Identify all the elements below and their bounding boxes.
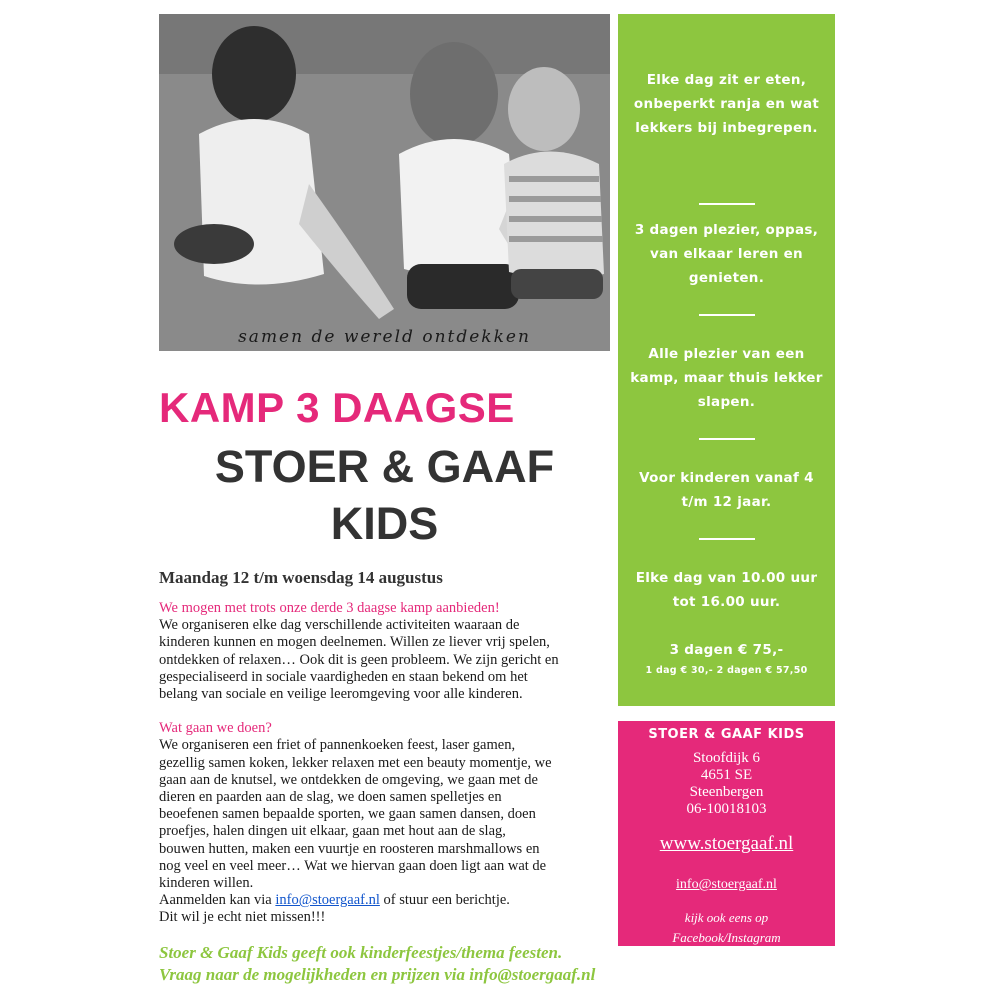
activities-heading: Wat gaan we doen?	[159, 720, 272, 737]
kids-illustration	[159, 14, 610, 351]
contact-city: Steenbergen	[689, 784, 764, 800]
social-line1: kijk ook eens op	[684, 910, 769, 925]
footer	[159, 942, 839, 986]
photo-caption: samen de wereld ontdekken	[238, 327, 531, 347]
body-text	[159, 600, 614, 927]
info-camp: Alle plezier van een kamp, maar thuis lekker slapen.	[630, 346, 823, 410]
info-age: Voor kinderen vanaf 4 t/m 12 jaar.	[639, 470, 814, 510]
signup-suffix: of stuur een berichtje.	[379, 892, 510, 909]
footer-line2: Vraag naar de mogelijkheden en prijzen via info@stoergaaf.nl	[159, 965, 596, 984]
contact-postcode: 4651 SE	[700, 767, 753, 783]
intro-line: We organiseren elke dag verschillende activiteiten waaraan de	[159, 617, 520, 634]
activities-line: gezellig samen koken, lekker relaxen met een beauty momentje, we	[159, 754, 552, 771]
info-price: 3 dagen € 75,-	[669, 642, 784, 658]
social-line2: Facebook/Instagram	[672, 930, 781, 945]
activities-line: gaan aan de knutsel, we ontdekken de omgeving, we gaan met de	[159, 771, 538, 788]
kids-photo	[159, 14, 610, 351]
activities-line: beoefenen samen bepaalde sporten, we gaan samen dansen, doen	[159, 806, 536, 823]
contact-phone: 06-10018103	[686, 801, 767, 817]
headline-line2: STOER & GAAF	[214, 441, 555, 492]
signup-line	[159, 892, 614, 909]
contact-title: STOER & GAAF KIDS	[648, 727, 805, 742]
activities-line: proefjes, halen dingen uit elkaar, gaan met hout aan de slag,	[159, 823, 506, 840]
contact-panel	[618, 721, 835, 946]
footer-line1: Stoer & Gaaf Kids geeft ook kinderfeestjes/thema feesten.	[159, 943, 563, 962]
intro-line: belang van sociale en veilige leeromgeving voor alle kinderen.	[159, 686, 523, 703]
info-food: Elke dag zit er eten, onbeperkt ranja en wat lekkers bij inbegrepen.	[633, 72, 820, 136]
contact-email-link[interactable]: info@stoergaaf.nl	[676, 877, 777, 892]
info-divider	[699, 438, 755, 440]
info-price-detail: 1 dag € 30,- 2 dagen € 57,50	[645, 665, 808, 676]
signup-prefix: Aanmelden kan via	[159, 892, 276, 909]
activities-line: dieren en paarden aan de slag, we doen samen spelletjes en	[159, 789, 502, 806]
headline-line1: KAMP 3 DAAGSE	[159, 384, 515, 431]
signup-email-link[interactable]: info@stoergaaf.nl	[275, 892, 380, 909]
info-fun: 3 dagen plezier, oppas, van elkaar leren en genieten.	[634, 222, 819, 286]
activities-line: We organiseren een friet of pannenkoeken feest, laser gamen,	[159, 737, 516, 754]
headline-main	[159, 438, 610, 552]
closing-line: Dit wil je echt niet missen!!!	[159, 909, 326, 926]
info-hours: Elke dag van 10.00 uur tot 16.00 uur.	[635, 570, 818, 610]
info-divider	[699, 203, 755, 205]
headline-line3: KIDS	[330, 498, 439, 549]
activities-line: kinderen willen.	[159, 875, 254, 892]
info-divider	[699, 314, 755, 316]
contact-social	[618, 908, 835, 946]
contact-street: Stoofdijk 6	[692, 750, 761, 766]
contact-address	[618, 750, 835, 818]
intro-lead: We mogen met trots onze derde 3 daagse kamp aanbieden!	[159, 600, 500, 616]
info-panel	[618, 14, 835, 706]
date-line: Maandag 12 t/m woensdag 14 augustus	[159, 568, 443, 587]
info-divider	[699, 538, 755, 540]
intro-line: gespecialiseerd in sociale vaardigheden en staan bekend om het	[159, 668, 528, 685]
intro-line: kinderen kunnen en mogen deelnemen. Willen ze liever vrij spelen,	[159, 634, 550, 651]
activities-line: bouwen hutten, maken een vuurtje en roosteren marshmallows en	[159, 840, 540, 857]
activities-line: nog veel en veel meer… Wat we hiervan gaan doen ligt aan wat de	[159, 857, 547, 874]
intro-line: ontdekken of relaxen… Ook dit is geen probleem. We zijn gericht en	[159, 651, 559, 668]
website-link[interactable]: www.stoergaaf.nl	[659, 833, 794, 854]
